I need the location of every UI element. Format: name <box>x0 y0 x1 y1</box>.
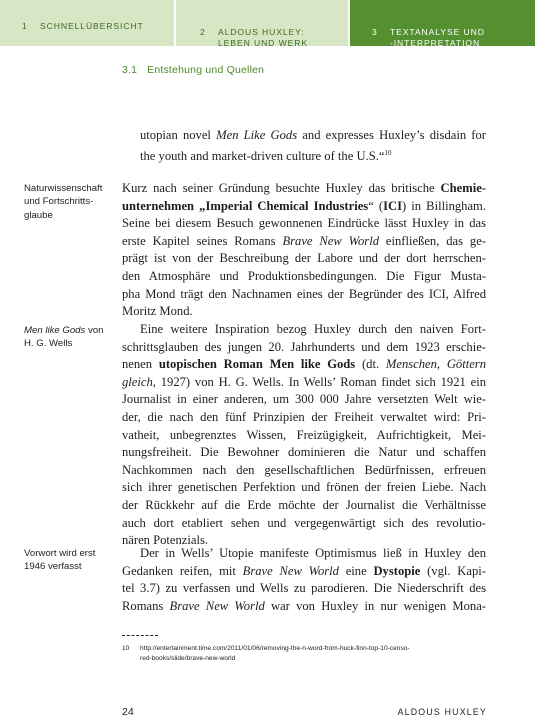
quote-continuation <box>140 127 486 165</box>
paragraph-dystopie <box>122 545 486 615</box>
text-line: auch dort etabliert sehen und vergegenwärtigt sich des revolutio- <box>122 515 486 530</box>
text-line: Kurz nach seiner Gründung besuchte Huxley das britische Chemie- <box>122 181 486 195</box>
text-line: unternehmen „Imperial Chemical Industries“ (ICI) in Billingham. <box>122 198 486 213</box>
text-line: nenen utopischen Roman Men like Gods (dt. Menschen, Göttern <box>122 357 486 372</box>
section-heading <box>122 64 264 76</box>
text-line: utopian novel Men Like Gods and expresses Huxley’s disdain for <box>140 128 486 142</box>
text-line: Moritz Mond. <box>122 304 193 319</box>
tab-label <box>218 27 308 49</box>
text-line: Romans Brave New World war von Huxley in nur wenigen Mona- <box>122 598 486 613</box>
text-line: Eine weitere Inspiration bezog Huxley durch den naiven Fort- <box>140 322 486 336</box>
footnote <box>122 644 492 664</box>
tab-leben-und-werk[interactable] <box>176 0 350 46</box>
text-line: erste Kapitel seines Romans Brave New World einfließen, das ge- <box>122 233 487 248</box>
footnote-number: 10 <box>122 645 130 652</box>
text-line: Journalist in einer anderen, um 300 000 Jahre versetzten Welt wie- <box>122 392 486 407</box>
tab-label-line-2: -INTERPRETATION <box>390 38 481 48</box>
text-line: den Atmosphäre und Produktionsbedingungen. Die Figur Musta- <box>122 268 486 283</box>
text-line: Gedanken reifen, mit Brave New World eine Dystopie (vgl. Kapi- <box>122 563 486 578</box>
text-line: the youth and market-driven culture of the U.S.“$^{10}$ <box>140 148 392 163</box>
chapter-tabs <box>0 0 535 46</box>
tab-label-line-1: TEXTANALYSE UND <box>390 27 485 37</box>
text-line: Nachkommen nach den gesellschaftlichen Bedürfnissen, erfreuen <box>122 462 486 477</box>
tab-number: 2 <box>200 27 206 37</box>
margin-note-naturwissenschaft: Naturwissenschaft und Fortschritts- glaube <box>24 183 103 221</box>
footnote-link[interactable]: http://entertainment.time.com/2011/01/06/removing-the-n-word-from-huck-finn-top-10-censo- <box>140 645 410 652</box>
tab-label-line-2: LEBEN UND WERK <box>218 38 308 48</box>
text-line: gleich, 1927) von H. G. Wells. In Wells’ Roman findet sich 1921 ein <box>122 374 486 389</box>
footnote-divider <box>122 635 158 636</box>
tab-label <box>390 27 485 49</box>
footnote-link-continued[interactable]: red-books/slide/brave-new-world <box>140 655 236 662</box>
text-line: vatheit, unbegrenztes Wissen, Freizügigkeit, Aufrichtigkeit, Mei- <box>122 427 486 442</box>
paragraph-wells <box>122 321 486 550</box>
paragraph-ici <box>122 180 486 321</box>
footnote-ref[interactable]: 10 <box>384 148 392 157</box>
text-line: nungsfreiheit. Die Bewohner dominieren die Natur und schaffen <box>122 445 486 460</box>
text-line: Seine bei diesem Besuch gewonnenen Eindrücke lässt Huxley in das <box>122 216 486 231</box>
tab-number: 3 <box>372 27 378 37</box>
text-line: der, die nach den fünf Prinzipien der Freiheit verwaltet wird: Pri- <box>122 409 486 424</box>
text-line: pha Mond trägt den Nachnamen eines der Begründer des ICI, Alfred <box>122 286 486 301</box>
tab-label: SCHNELLÜBERSICHT <box>40 21 144 31</box>
section-title: Entstehung und Quellen <box>147 64 265 76</box>
text-line: schrittsglauben des jungen 20. Jahrhunderts und dem 1923 erschie- <box>122 339 486 354</box>
margin-note-vorwort: Vorwort wird erst 1946 verfasst <box>24 548 96 573</box>
section-number: 3.1 <box>122 64 138 76</box>
running-title: ALDOUS HUXLEY <box>397 707 487 717</box>
text-line: Der in Wells’ Utopie manifeste Optimismus ließ in Huxley den <box>140 546 486 560</box>
text-line: der Rückkehr auf die Erde möchte der Journalist die Verhältnisse <box>122 497 486 512</box>
text-line: prägt ist von der Beschreibung der Labore und der dort herrschen- <box>122 251 486 266</box>
text-line: sich ihrer genetischen Perfektion und frönen der freien Liebe. Nach <box>122 480 486 495</box>
tab-number: 1 <box>22 21 28 31</box>
page-number: 24 <box>122 706 134 718</box>
tab-textanalyse-active[interactable] <box>350 0 535 46</box>
tab-schnelluebersicht[interactable] <box>0 0 176 46</box>
tab-label-line-1: ALDOUS HUXLEY: <box>218 27 305 37</box>
text-line: nären Potenzials. <box>122 533 209 548</box>
text-line: tel 3.7) zu verfassen und Wells zu parodieren. Die Niederschrift des <box>122 581 486 596</box>
margin-note-men-like-gods: Men like Gods von H. G. Wells <box>24 325 104 350</box>
